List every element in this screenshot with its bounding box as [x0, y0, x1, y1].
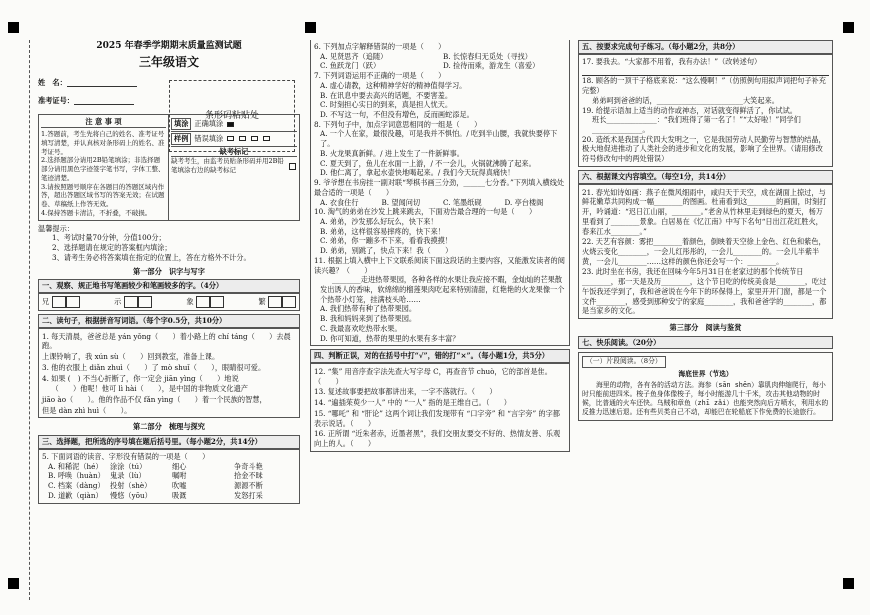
notice-title: 注 意 事 项 [41, 117, 166, 128]
reading-title: 海底世界（节选） [678, 369, 733, 378]
judge-section[interactable]: 12. “集” 用音序查字法先查大写字母 C，再查音节 chuò，它的部首是隹。（ ） 13. 复述故事要把故事都讲出来，一字不落就行。（ ） 14. “遍插茱萸少一人” 中的 “一人” 指的是王维自己。（ ） 15. “哪吒” 和 “肝论” 这两个词让我们发现带有 “口字旁” 和 “言字旁” 的字都表示说话。（ ） 16. 正所谓 “近朱者赤，近墨者黑”，我们交朋友要交不好的、热情友善、乐观向上的人。（ ） [310, 363, 570, 452]
id-field[interactable]: 准考证号： [38, 92, 163, 110]
missing-title: 缺考标记 [171, 147, 297, 158]
missing-text: 缺考考生，由监考员贴条形码并用2B铅笔填涂右边的缺考标记 [171, 157, 284, 175]
barcode-area: 条形码粘贴处 [169, 80, 295, 152]
sentence-section[interactable]: 17. 要我去。“大家都不用着，我有办法！”（改转述句） 18. 顾各的一顶干子格底来说：“这么慢啊！”（仿照例句用拟声词把句子补充完整） 弟弟呵到爸爸的话，________________________大笑起来。 19. 给提示语加上适当的动作或神态，对话就变得鲜活了，你试试。 班长______________：“我们班得了第一名了！”“太好啦！”同学们______________。 20. 造纸术是我国古代四大发明之一，它是我国劳动人民勤劳与智慧的结晶，极大地促进推动了人类社会的进步和文化的发展，影响了全世界。（请用修改符号修改句中的两处错误） [578, 54, 833, 167]
wrong-sample-row: 样例 错误填涂 [171, 132, 297, 147]
reading-text: 海里的动物，各有各的活动方法。海参（sān shēn）靠肌肉伸缩爬行，每小时只能前进四米。梭子鱼身体像梭子，每小时能游几十千米，攻击其他动物的时候，比普通的火车还快。乌贼和章鱼（zhī zǎi）也能突然向后方喷水，利用水的反推力迅速后退。还有些贝类自己不动，却能巴在轮船底下作免费的长途旅行。 [582, 380, 829, 417]
question-block[interactable]: 6. 下列加点字解释错误的一项是（ ） A. 见贤思齐（追随） B. 长惊春归无觅处（寻找） C. 鱼跃龙门（跃） D. 捡待而乘，游龙生（喜爱） 7. 下列词语运用不正确的一项是（ ） A. 虚心请教，这种精神学好的精神值得学习。 B. 在讯息中要去高兴的话题，不要害羞。 C. 时刻担心实日的到来，真是担人忧天。 D. 不写这一句，不但没有增色，反而画蛇添足。 8. 下列句子中，加点字词意思相同的一组是（ ） A. 一个人在家，最很没趣，可是我并不惧怕。/ 吃到半山腰，我就快要停下了。 B. 火龙果真新鲜。/ 进上发生了一件新鲜事。 C. 夏天到了，鱼儿在水面一上游，/ 不一会儿，火锅就沸腾了起来。 D. 他仁离了，拿起水壶快地喝起来。/ 我们今天玩得真痛快！ 9. 爷爷想在书房挂一副对联“琴棋书画三分劲，______七分香。”下列填入横线处最合适的一项是（ ） A. 衣食住行 B. 望闻问切 C. 笔墨纸砚 D. 亭台楼阁 10. 淘气的弟弟在沙发上跳来跳去，下面劝告最合理的一句是（ ） A. 弟弟，沙发那么好玩么，快下来！ B. 弟弟，这样很容易摔疼的，快下来！ C. 弟弟，你一蹦多不下来，看看我摸摸！ D. 弟弟，别跳了，快点下来！我（ ） 11. 根据上填入横中上下文联系阅读下面这段话的主要内容，又能激发读者的阅读兴趣？（ ） ________走进热带果园，各种各样的水果让我应接不暇，金灿灿的芒果散发出诱人的香味，软绵绵的榴莲果肉吃起来特别清甜，红艳艳的火龙果像一个个热带小灯笼，挂满枝头哈…… A. 我们热带有种了热带果园。 B. 我和妈妈来到了热带果园。 C. 我最喜欢吃热带水果。 D. 你可知道，热带的果里的水果有多丰富？ [310, 40, 570, 346]
fill-section[interactable]: 21. 春光如诗如画：燕子在微风细雨中，咸归天于天空，成在湖面上掠过，与鲜花嫩草共同构成一幅________的图画。杜甫看到这________的画面，时刻打开，吟诵道：“迟日江山丽，________。”老舍从竹林里走到绿色的夏天，杨万里看到了________景象。白居易在《忆江南》中写下名句“日出江花红胜火，春来江水________。” 22. 天艺有容颜：雾把________着颜色，倒映着天空徐上金色、红色和紫色，火烧云变化________，一会儿红彤彤的，一会儿________的。一会儿半紫半黄，一会儿________……这样的颜色你还会写一个：________。 23. 此时坐在书房，我还在回味今年5月31日在老家过的那个传统节日________，那一天是及历________，这个节日吃的传统美食是________，吃过午饭我还学到了，我和爸爸说在今年下的环保得上，家里开开门窗，都是一个文件________，感受到那种安宁的家庭________，我和爸爸学的________，都是当家乡的文化。 [578, 184, 833, 319]
notice-item: 4.保持答题卡清洁，不折叠，不破损。 [41, 208, 152, 217]
fill-sample-row: 填涂 正确填涂 [171, 117, 297, 132]
registration-mark [843, 578, 854, 589]
section3-title: 三、选择题，把所选的序号填在题后括号里。（每小题2分，共14分） [38, 435, 300, 449]
pinyin-section[interactable]: 1. 每天清晨，爸爸总是 yán yǒng（ ）着小路上的 chí táng（ ）去晨跑。 上课铃响了，我 xún sù（ ）回到教室，准备上课。 3. 他的衣服上 diǎn zhuì（ ）了 mò shuǐ（ ），眼睛很可爱。 4. 如果 ( ) 不当心折断了，你一定会 jiān yìng（ ）地说 （ ）他呢！他可 lì hài（ ），是中国的非物质文化遗产 jiāo ào（ ）。他的作品不仅 fǎn yìng（ ）着一个民族的智慧， 但是 dàn zhì huì（ ）。 [38, 328, 300, 419]
notice-item: 3.请按照题号顺序在各题目的答题区域内作答，超出答题区域书写的答案无效；在试题卷、草稿纸上作答无效。 [41, 182, 165, 209]
choice-section[interactable]: 5. 下面词语的读音、字形没有错误的一项是（ ） A. 和稀泥（hé） 涂涂（tú） 细心 争奇斗艳 B. 呼唤（huàn） 鬼录（lù） 嘱咐 拾金不昧 C. 档案（dàng） 投射（shè） 吹嘘 源源不断 D. 道歉（qiàn） 慢悠（yōu） 吸溉 发怒打采 [38, 449, 300, 504]
notice-item: 2.选择题部分请用2B铅笔填涂；非选择题部分请用黑色字迹签字笔书写，字体工整、笔迹清楚。 [41, 156, 165, 182]
section4-title: 四、判断正误，对的在括号中打“√”，错的打“×”。（每小题1分，共5分） [310, 349, 570, 363]
part1-title: 第一部分 识字与写字 [133, 266, 205, 276]
missing-checkbox[interactable] [289, 163, 296, 170]
registration-mark [843, 22, 854, 33]
registration-mark [8, 22, 19, 33]
section5-title: 五、按要求完成句子练习。（每小题2分，共8分） [578, 40, 833, 54]
part2-title: 第二部分 梳理与探究 [133, 422, 205, 432]
section6-title: 六、根据课文内容填空。（每空1分，共14分） [578, 170, 833, 184]
exam-subject: 三年级语文 [138, 55, 199, 70]
exam-title: 2025 年春季学期期末质量监测试题 [96, 41, 242, 51]
reading-passage: （一）片段阅读。（8分） 海底世界（节选） 海里的动物，各有各的活动方法。海参（sān shēn）靠肌肉伸缩爬行，每小时只能前进四米。梭子鱼身体像梭子，每小时能游几十千米，攻击其他动物的时候，比普通的火车还快。乌贼和章鱼（zhī zǎi）也能突然向后方喷水，利用水的反推力迅速后退。还有些贝类自己不动，却能巴在轮船底下作免费的长途旅行。 [578, 352, 833, 421]
binding-margin [6, 40, 30, 600]
section2-title: 二、读句子，根据拼音写词语。（每个字0.5分，共10分） [38, 314, 300, 328]
column-right [578, 40, 833, 605]
name-field[interactable]: 姓 名： [38, 74, 163, 92]
column-middle [310, 40, 570, 605]
tips-block: 温馨提示： 1、考试时量70分钟，分值100分； 2、选择题请在规定的答案框内填涂； 3、请考生务必将答案填在指定的位置上，答在方格外不计分。 [38, 223, 251, 262]
notice-item: 1.答题前，考生先将自己的姓名、准考证号填写清楚，并认真核对条形码上的姓名、准考证号。 [41, 130, 165, 156]
writing-grid[interactable]: 兄 示 象 繁 [38, 293, 300, 311]
column-left [38, 40, 300, 605]
registration-mark [305, 22, 316, 33]
section1-title: 一、观察、规正地书写笔画较少和笔画较多的字。（4分） [38, 279, 300, 293]
section7-title: 七、快乐阅读。（20分） [578, 336, 833, 350]
part3-title: 第三部分 阅读与鉴赏 [669, 322, 742, 332]
